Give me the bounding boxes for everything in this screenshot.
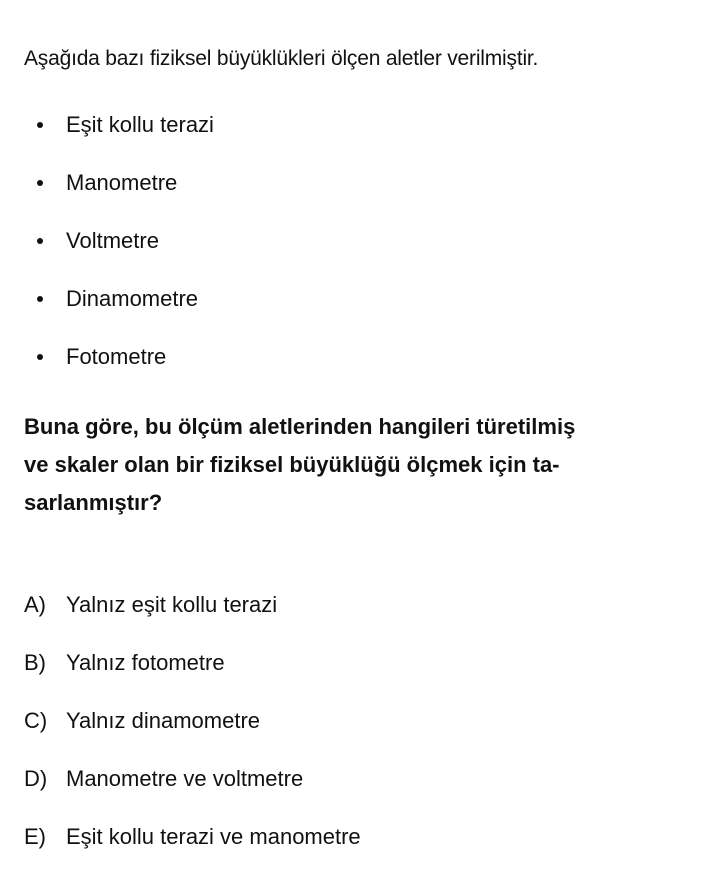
choice-text: Yalnız fotometre bbox=[66, 650, 225, 675]
choice-letter: E) bbox=[24, 824, 46, 849]
instrument-label: Fotometre bbox=[66, 344, 167, 369]
choice-letter: B) bbox=[24, 650, 46, 675]
choice-text: Yalnız dinamometre bbox=[66, 708, 261, 733]
question-stem bbox=[24, 408, 684, 522]
bullet-dot-icon bbox=[37, 296, 43, 302]
choice-c[interactable] bbox=[24, 701, 361, 759]
instrument-label: Dinamometre bbox=[66, 286, 199, 311]
instrument-item bbox=[24, 337, 214, 395]
stem-line: Buna göre, bu ölçüm aletlerinden hangileri türetilmiş bbox=[24, 414, 576, 439]
bullet-dot-icon bbox=[37, 238, 43, 244]
choice-letter: D) bbox=[24, 766, 48, 791]
instrument-item bbox=[24, 279, 214, 337]
choice-text: Yalnız eşit kollu terazi bbox=[66, 592, 278, 617]
choice-d[interactable] bbox=[24, 759, 361, 817]
stem-line: sarlanmıştır? bbox=[24, 490, 163, 515]
stem-line: ve skaler olan bir fiziksel büyüklüğü ölçmek için ta- bbox=[24, 452, 560, 477]
choice-letter: A) bbox=[24, 592, 46, 617]
instrument-item bbox=[24, 105, 214, 163]
bullet-dot-icon bbox=[37, 180, 43, 186]
bullet-dot-icon bbox=[37, 354, 43, 360]
bullet-dot-icon bbox=[37, 122, 43, 128]
choice-text: Manometre ve voltmetre bbox=[66, 766, 304, 791]
choice-text: Eşit kollu terazi ve manometre bbox=[66, 824, 361, 849]
question-intro: Aşağıda bazı fiziksel büyüklükleri ölçen aletler verilmiştir. bbox=[24, 47, 539, 70]
instrument-item bbox=[24, 163, 214, 221]
instrument-item bbox=[24, 221, 214, 279]
instrument-label: Eşit kollu terazi bbox=[66, 112, 214, 137]
instrument-list bbox=[24, 105, 214, 395]
choice-letter: C) bbox=[24, 708, 48, 733]
choice-b[interactable] bbox=[24, 643, 361, 701]
instrument-label: Voltmetre bbox=[66, 228, 159, 253]
choice-a[interactable] bbox=[24, 585, 361, 643]
choice-e[interactable] bbox=[24, 817, 361, 875]
answer-choices bbox=[24, 585, 361, 875]
instrument-label: Manometre bbox=[66, 170, 178, 195]
